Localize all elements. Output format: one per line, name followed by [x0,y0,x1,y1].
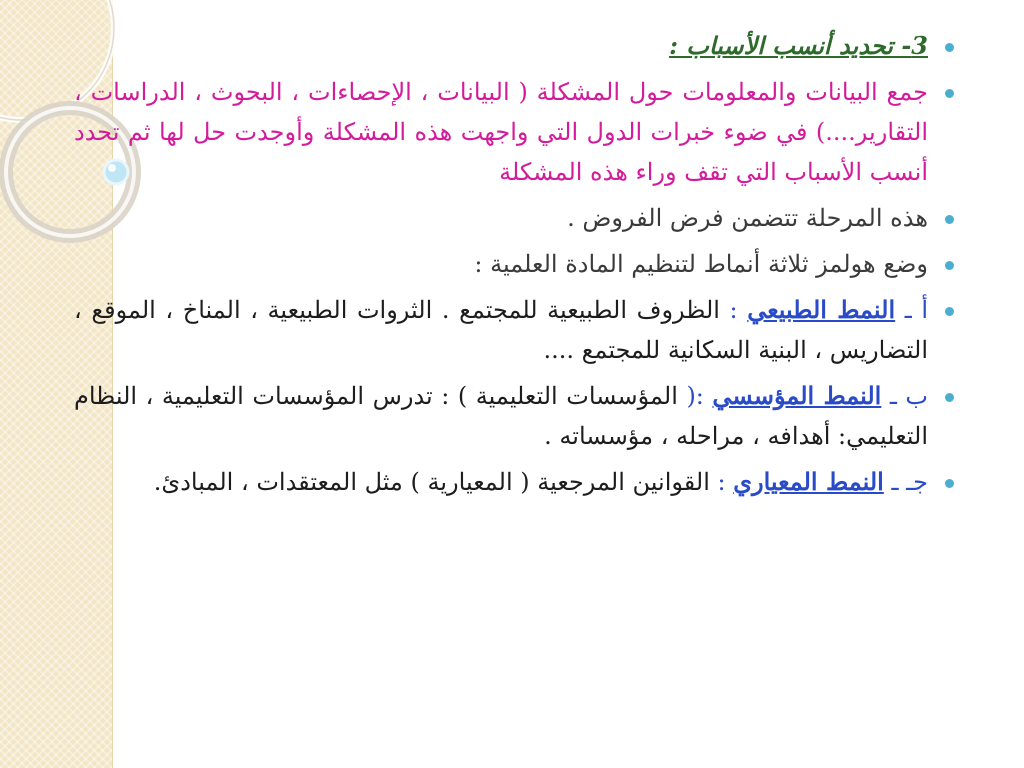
bullet-dot [945,393,954,402]
bullet-data-collection [74,72,954,192]
bullet-dot [945,307,954,316]
section-heading: 3- تحديد أنسب الأسباب : [669,31,928,60]
bullet-dot [945,89,954,98]
bullet-text: جمع البيانات والمعلومات حول المشكلة ( البيانات ، الإحصاءات ، البحوث ، الدراسات ، التقارير....) في ضوء خبرات الدول التي واجهت هذه المشكلة وأوجدت حل لها ثم تحدد أنسب الأسباب التي تقف وراء هذه المشكلة [74,78,928,186]
separator: :( [677,382,713,410]
bullet-institutional-pattern [74,376,954,456]
bullet-dot [945,261,954,270]
bullet-natural-pattern [74,290,954,370]
bullet-holmes-patterns [74,244,954,284]
bullet-prefix: أ ـ [895,296,928,324]
bullet-dot [945,479,954,488]
slide-content [74,26,954,508]
bullet-dot [945,43,954,52]
bullet-text: هذه المرحلة تتضمن فرض الفروض . [567,204,928,232]
bullet-prefix: جـ ـ [883,468,928,496]
separator: : [709,468,734,496]
bullet-prefix: ب ـ [881,382,928,410]
pattern-keyword: النمط المعياري [733,467,884,496]
pattern-keyword: النمط المؤسسي [712,381,882,410]
bullet-dot [945,215,954,224]
bullet-normative-pattern [74,462,954,502]
separator: : [719,296,748,324]
bullet-hypotheses [74,198,954,238]
bullet-text: الظروف الطبيعية للمجتمع . الثروات الطبيعية ، المناخ ، الموقع ، التضاريس ، البنية السكانية للمجتمع .... [74,296,928,364]
bullet-heading [74,26,954,66]
bullet-text: المؤسسات التعليمية ) : تدرس المؤسسات التعليمية ، النظام التعليمي: أهدافه ، مراحله ، مؤسساته . [74,382,928,450]
pattern-keyword: النمط الطبيعي [747,295,896,324]
bullet-text: القوانين المرجعية ( المعيارية ) مثل المعتقدات ، المبادئ. [153,468,710,496]
bullet-text: وضع هولمز ثلاثة أنماط لتنظيم المادة العلمية : [474,250,928,278]
